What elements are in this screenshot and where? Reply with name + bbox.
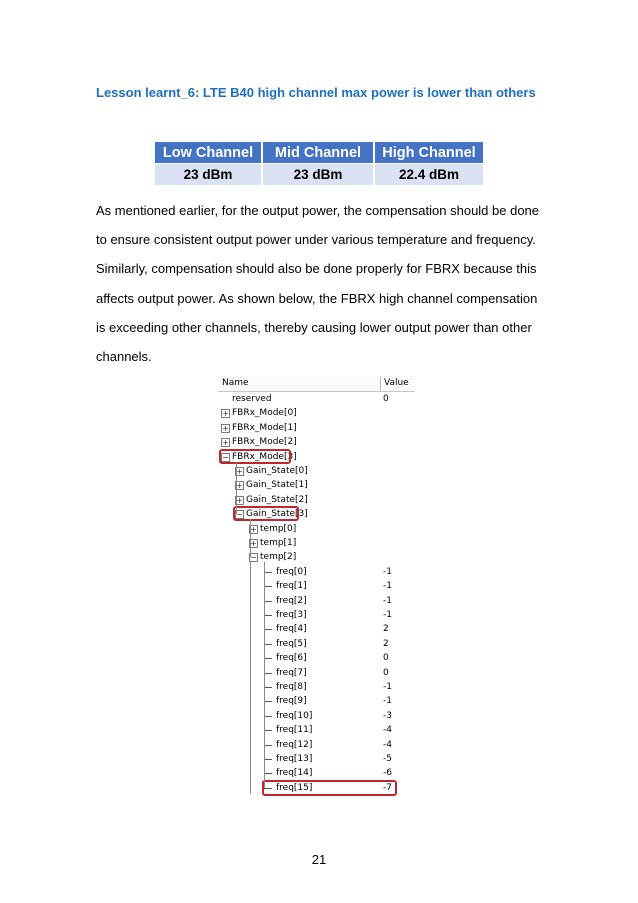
tree-row-label: freq[1] [276,581,307,592]
tree-row-freq[interactable] [218,622,415,636]
tree-row-value: -6 [383,768,392,779]
tree-connector-icon [264,687,272,688]
power-table-header-row [155,142,483,164]
tree-row-label: freq[7] [276,667,307,678]
tree-row-value: -7 [383,782,392,793]
paragraph-line: to ensure consistent output power under various temperature and frequency. [96,232,536,248]
tree-connector-icon [264,673,272,674]
tree-row-value: -4 [383,725,392,736]
paragraph-line: Similarly, compensation should also be done properly for FBRX because this [96,261,537,277]
tree-row-reserved[interactable] [218,392,415,406]
tree-row-value: -3 [383,710,392,721]
tree-row-label: freq[5] [276,638,307,649]
tree-row-freq[interactable] [218,723,415,737]
tree-row-temp[interactable] [218,536,415,550]
tree-connector-icon [264,745,272,746]
page-number: 21 [311,852,327,867]
collapse-icon[interactable]: − [236,510,243,520]
tree-row-label: FBRx_Mode[0] [232,408,297,419]
tree-row-freq[interactable] [218,637,415,651]
tree-row-label: FBRx_Mode[1] [232,422,297,433]
tree-row-label: freq[14] [276,768,313,779]
section-heading: Lesson learnt_6: LTE B40 high channel max power is lower than others [96,85,536,100]
tree-row-label: Gain_State[0] [246,466,308,476]
tree-row-fbrx-mode[interactable] [218,406,415,420]
tree-row-label: freq[15] [276,782,313,793]
tree-row-label: temp[1] [260,538,297,548]
header-low-channel: Low Channel [155,142,262,164]
body-paragraph [96,196,546,371]
tree-row-freq[interactable] [218,709,415,723]
tree-guide-line [236,462,237,515]
tree-row-label: freq[11] [276,725,313,736]
tree-row-label: temp[2] [260,552,297,563]
tree-connector-icon [264,759,272,760]
tree-connector-icon [264,773,272,774]
tree-connector-icon [264,644,272,645]
tree-row-freq[interactable] [218,766,415,780]
tree-connector-icon [264,629,272,630]
tree-row-freq[interactable] [218,594,415,608]
tree-header-name: Name [222,378,249,388]
expand-icon[interactable]: + [236,481,243,491]
tree-row-label: freq[4] [276,624,307,635]
tree-guide-line [250,519,251,557]
tree-row-label: freq[3] [276,610,307,620]
tree-row-label: temp[0] [260,523,297,534]
tree-row-label: Gain_State[2] [246,494,308,505]
tree-row-value: -1 [383,566,392,577]
expand-icon[interactable]: + [250,524,257,534]
tree-row-label: freq[6] [276,653,307,664]
header-high-channel: High Channel [374,142,483,164]
tree-connector-icon [264,730,272,731]
tree-row-label: reserved [232,394,272,404]
tree-row-value: -1 [383,682,392,692]
tree-row-label: freq[10] [276,710,313,721]
tree-row-freq[interactable] [218,608,415,622]
tree-row-value: 2 [383,624,389,635]
paragraph-line: channels. [96,349,152,365]
tree-row-label: FBRx_Mode[2] [232,437,297,448]
tree-row-freq[interactable] [218,651,415,665]
tree-connector-icon [264,601,272,602]
collapse-icon[interactable]: − [222,452,229,462]
highlight-box [262,780,397,796]
tree-row-label: Gain_State[3] [246,509,308,520]
tree-row-temp[interactable] [218,550,415,564]
collapse-icon[interactable]: − [250,553,257,563]
expand-icon[interactable]: + [236,467,243,476]
paragraph-line: affects output power. As shown below, the FBRX high channel compensation [96,290,538,306]
tree-row-freq[interactable] [218,565,415,579]
expand-icon[interactable]: + [236,495,243,505]
power-table-value-row [155,164,483,186]
tree-row-value: -4 [383,739,392,750]
tree-guide-line [250,562,251,794]
tree-row-label: Gain_State[1] [246,480,308,491]
value-mid-channel: 23 dBm [262,164,374,186]
header-mid-channel: Mid Channel [262,142,374,164]
tree-row-gain-state[interactable] [218,493,415,507]
tree-row-value: -1 [383,610,392,620]
tree-row-label: freq[12] [276,739,313,750]
highlight-box [219,449,291,464]
tree-row-fbrx-mode[interactable] [218,421,415,435]
tree-row-temp[interactable] [218,522,415,536]
power-table [155,142,483,185]
tree-header-value: Value [384,378,409,388]
tree-connector-icon [264,586,272,587]
tree-guide-line [264,562,265,787]
tree-row-label: freq[2] [276,595,307,606]
tree-row-freq[interactable] [218,694,415,708]
expand-icon[interactable]: + [250,539,257,548]
value-high-channel: 22.4 dBm [374,164,483,186]
tree-row-freq[interactable] [218,579,415,593]
tree-row-gain-state[interactable] [218,464,415,478]
expand-icon[interactable]: + [222,438,229,448]
tree-row-freq[interactable] [218,666,415,680]
paragraph-line: As mentioned earlier, for the output power, the compensation should be done [96,203,540,218]
tree-row-freq[interactable] [218,680,415,694]
tree-row-value: 0 [383,667,389,678]
tree-row-value: -1 [383,581,392,592]
tree-row-label: freq[9] [276,696,307,707]
tree-row-freq[interactable] [218,752,415,766]
tree-row-value: 2 [383,638,389,649]
tree-row-value: -1 [383,696,392,707]
tree-connector-icon [264,716,272,717]
column-divider [380,377,381,391]
tree-row-label: FBRx_Mode[3] [232,451,297,462]
expand-icon[interactable]: + [222,423,229,433]
tree-connector-icon [264,615,272,616]
tree-row-value: 0 [383,394,389,404]
paragraph-line: is exceeding other channels, thereby causing lower output power than other [96,319,532,335]
highlight-box [233,506,299,521]
tree-row-fbrx-mode[interactable] [218,435,415,449]
tree-connector-icon [264,701,272,702]
tree-row-value: -1 [383,595,392,606]
fbrx-tree-screenshot [218,376,415,794]
tree-row-value: 0 [383,653,389,664]
tree-row-value: -5 [383,754,392,764]
expand-icon[interactable]: + [222,409,229,419]
tree-connector-icon [264,658,272,659]
tree-row-gain-state[interactable] [218,478,415,492]
tree-header [218,376,415,392]
tree-row-label: freq[0] [276,566,307,577]
tree-connector-icon [264,572,272,573]
tree-row-label: freq[8] [276,682,307,692]
tree-row-freq[interactable] [218,738,415,752]
value-low-channel: 23 dBm [155,164,262,186]
tree-row-label: freq[13] [276,754,313,764]
